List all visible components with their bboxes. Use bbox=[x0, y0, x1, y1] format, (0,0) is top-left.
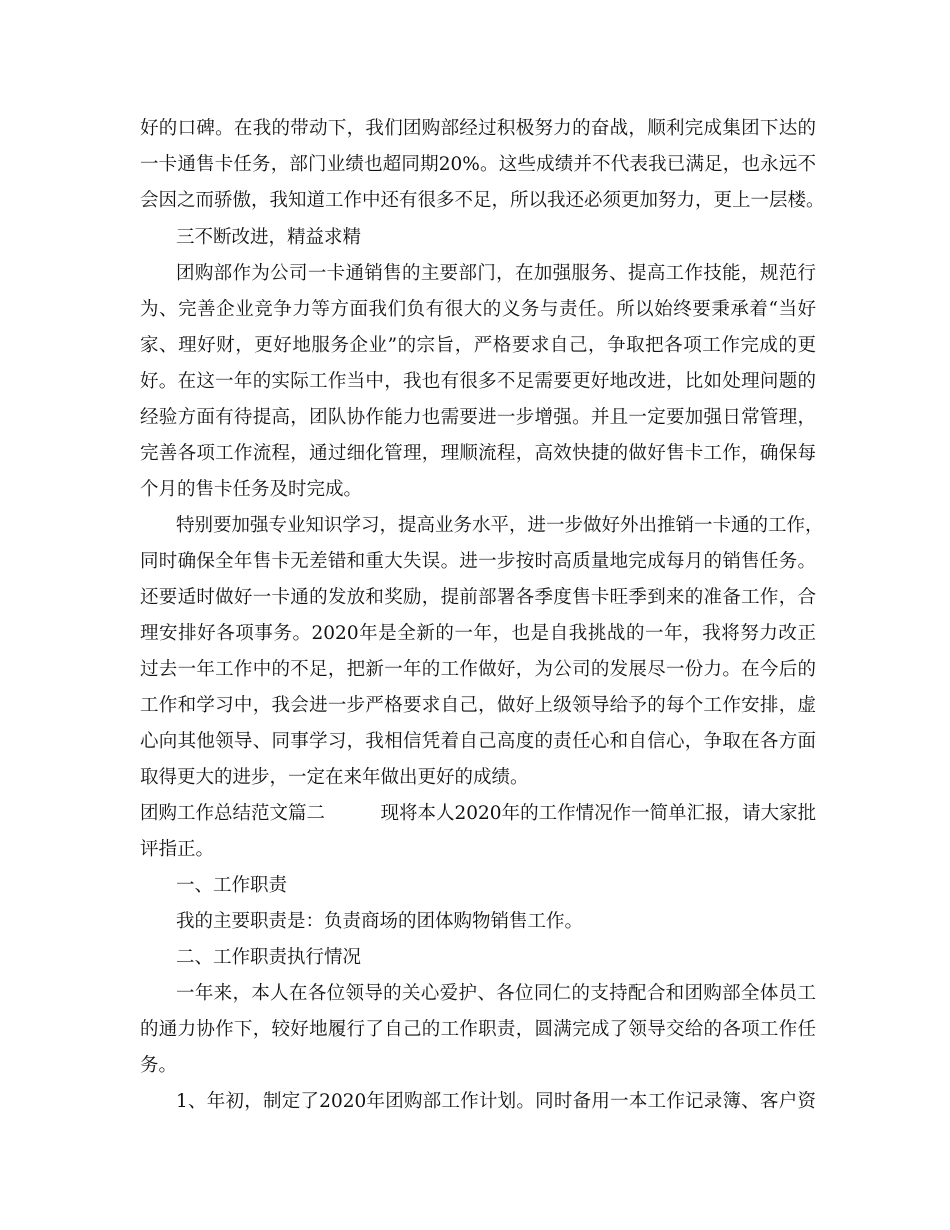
text-line: 经验方面有待提高，团队协作能力也需要进一步增强。并且一定要加强日常管理， bbox=[140, 407, 816, 428]
text-line: 评指正。 bbox=[140, 839, 215, 860]
text-line: 过去一年工作中的不足，把新一年的工作做好，为公司的发展尽一份力。在今后的 bbox=[140, 659, 816, 680]
article-title-line: 团购工作总结范文篇二 现将本人2020年的工作情况作一简单汇报，请大家批 bbox=[140, 803, 817, 824]
text-line: 同时确保全年售卡无差错和重大失误。进一步按时高质量地完成每月的销售任务。 bbox=[140, 551, 816, 572]
text-line: 团购部作为公司一卡通销售的主要部门，在加强服务、提高工作技能，规范行 bbox=[176, 263, 816, 284]
text-line: 为、完善企业竞争力等方面我们负有很大的义务与责任。所以始终要秉承着“当好 bbox=[140, 299, 816, 320]
text-line: 取得更大的进步，一定在来年做出更好的成绩。 bbox=[140, 767, 529, 788]
text-line: 会因之而骄傲，我知道工作中还有很多不足，所以我还必须更加努力，更上一层楼。 bbox=[140, 190, 825, 211]
text-line: 心向其他领导、同事学习，我相信凭着自己高度的责任心和自信心，争取在各方面 bbox=[140, 731, 816, 752]
text-line: 好。在这一年的实际工作当中，我也有很多不足需要更好地改进，比如处理问题的 bbox=[140, 371, 816, 392]
text-line: 的通力协作下，较好地履行了自己的工作职责，圆满完成了领导交给的各项工作任 bbox=[140, 1019, 816, 1040]
text-line: 工作和学习中，我会进一步严格要求自己，做好上级领导给予的每个工作安排，虚 bbox=[140, 695, 816, 716]
text-line: 理安排好各项事务。2020年是全新的一年，也是自我挑战的一年，我将努力改正 bbox=[140, 623, 816, 644]
section-heading: 一、工作职责 bbox=[176, 875, 288, 896]
text-line: 家、理好财，更好地服务企业”的宗旨，严格要求自己，争取把各项工作完成的更 bbox=[140, 335, 816, 356]
text-line: 还要适时做好一卡通的发放和奖励，提前部署各季度售卡旺季到来的准备工作，合 bbox=[140, 587, 816, 608]
text-line: 一卡通售卡任务，部门业绩也超同期20%。这些成绩并不代表我已满足，也永远不 bbox=[140, 154, 816, 175]
text-line: 务。 bbox=[140, 1055, 178, 1076]
text-line: 一年来，本人在各位领导的关心爱护、各位同仁的支持配合和团购部全体员工 bbox=[176, 983, 816, 1004]
section-heading: 二、工作职责执行情况 bbox=[176, 947, 362, 968]
text-line: 个月的售卡任务及时完成。 bbox=[140, 479, 363, 500]
text-line: 我的主要职责是：负责商场的团体购物销售工作。 bbox=[176, 911, 584, 932]
text-line: 1、年初，制定了2020年团购部工作计划。同时备用一本工作记录簿、客户资 bbox=[176, 1091, 816, 1112]
text-line: 完善各项工作流程，通过细化管理，理顺流程，高效快捷的做好售卡工作，确保每 bbox=[140, 443, 816, 464]
text-line: 特别要加强专业知识学习，提高业务水平，进一步做好外出推销一卡通的工作， bbox=[176, 515, 824, 536]
section-heading: 三不断改进，精益求精 bbox=[176, 227, 362, 248]
text-line: 好的口碑。在我的带动下，我们团购部经过积极努力的奋战，顺利完成集团下达的 bbox=[140, 118, 816, 139]
